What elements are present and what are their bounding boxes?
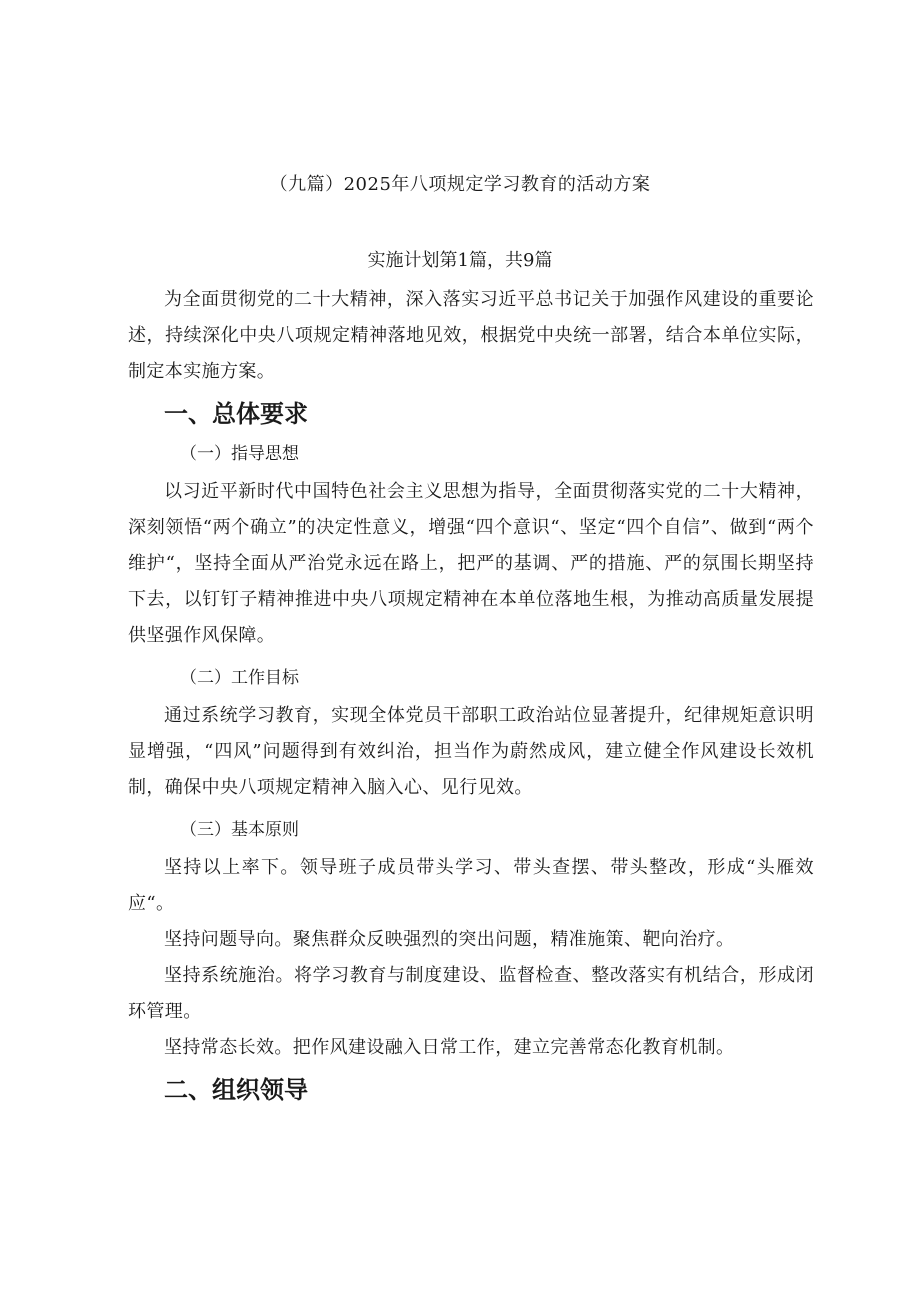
- document-body: [128, 282, 814, 1112]
- guiding-ideology-paragraph: 以习近平新时代中国特色社会主义思想为指导，全面贯彻落实党的二十大精神，深刻领悟“两个确立”的决定性意义，增强“四个意识“、坚定“四个自信”、做到“两个维护“，坚持全面从严治党永远在路上，把严的基调、严的措施、严的氛围长期坚持下去，以钉钉子精神推进中央八项规定精神在本单位落地生根，为推动高质量发展提供坚强作风保障。: [128, 481, 814, 646]
- document-subtitle: 实施计划第1篇，共9篇: [367, 250, 553, 271]
- document-title: （九篇）2025年八项规定学习教育的活动方案: [269, 174, 651, 195]
- work-goals-paragraph: 通过系统学习教育，实现全体党员干部职工政治站位显著提升，纪律规矩意识明显增强，“四风”问题得到有效纠治，担当作为蔚然成风，建立健全作风建设长效机制，确保中央八项规定精神入脑入心、见行见效。: [128, 705, 814, 798]
- subheading-guiding-ideology: （一）指导思想: [180, 444, 299, 464]
- subheading-basic-principles: （三）基本原则: [180, 820, 299, 840]
- section-heading-organization-leadership: 二、组织领导: [164, 1076, 308, 1104]
- subheading-work-goals: （二）工作目标: [180, 668, 299, 688]
- principle-paragraph-2: 坚持问题导向。聚焦群众反映强烈的突出问题，精准施策、靶向治疗。: [164, 929, 735, 950]
- principle-paragraph-3: 坚持系统施治。将学习教育与制度建设、监督检查、整改落实有机结合，形成闭环管理。: [128, 965, 814, 1022]
- intro-paragraph: 为全面贯彻党的二十大精神，深入落实习近平总书记关于加强作风建设的重要论述，持续深化中央八项规定精神落地见效，根据党中央统一部署，结合本单位实际，制定本实施方案。: [128, 289, 814, 382]
- principle-paragraph-1: 坚持以上率下。领导班子成员带头学习、带头查摆、带头整改，形成“头雁效应“。: [128, 857, 814, 914]
- section-heading-general-requirements: 一、总体要求: [164, 400, 308, 428]
- principle-paragraph-4: 坚持常态长效。把作风建设融入日常工作，建立完善常态化教育机制。: [164, 1037, 735, 1058]
